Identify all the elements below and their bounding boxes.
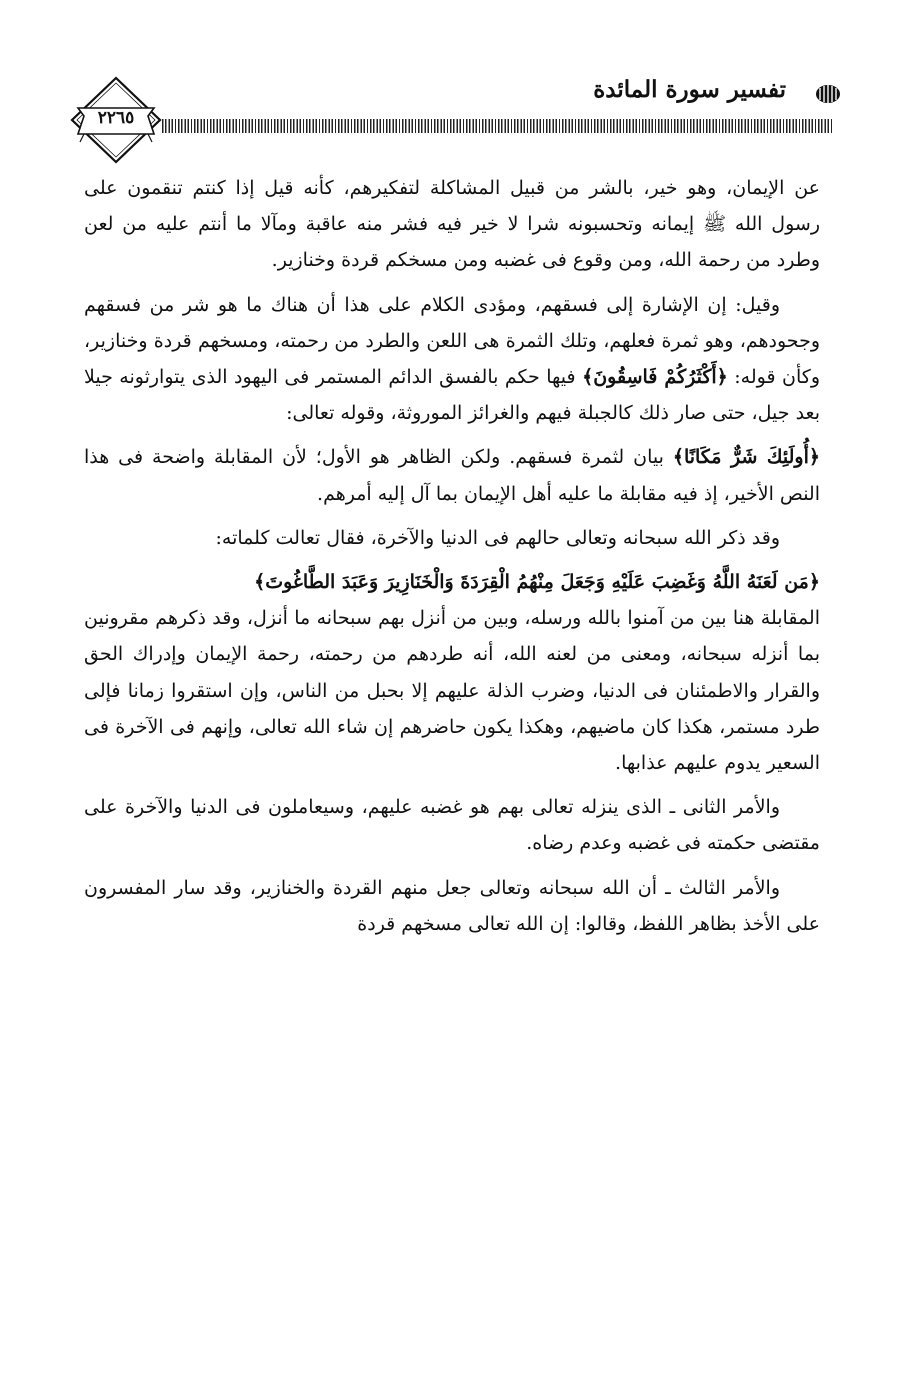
paragraph: وقد ذكر الله سبحانه وتعالى حالهم فى الدنيا والآخرة، فقال تعالت كلماته:: [215, 526, 780, 549]
flower-ornament-icon: [812, 80, 844, 106]
paragraph: عن الإيمان، وهو خير، بالشر من قبيل المشاكلة لتفكيرهم، كأنه قيل إذا كنتم تنقمون على رسول الله ﷺ إيمانه وتحسبونه شرا لا خير فيه فشر منه عاقبة ومآلا ما أنتم عليه من لعن وطرد من رحمة الله، ومن وقوع فى غضبه ومن مسخكم قردة وخنازير.: [84, 177, 820, 272]
paragraph-text: فيها حكم بالفسق الدائم المستمر فى اليهود الذى يتوارثونه جيلا بعد جيل، حتى صار ذلك كالجبلة فيهم والغرائز الموروثة، وقوله تعالى:: [84, 366, 820, 425]
quran-quote: ﴿أَكْثَرُكُمْ فَاسِقُونَ﴾: [582, 366, 728, 389]
page-number: ٢٢٦٥: [97, 108, 135, 128]
running-title: تفسير سورة المائدة: [593, 76, 786, 103]
header-rule: [162, 119, 832, 133]
quran-quote: ﴿أُولَئِكَ شَرٌّ مَكَانًا﴾: [672, 446, 820, 469]
page-header: [70, 72, 850, 167]
paragraph-text: بيان لثمرة فسقهم. ولكن الظاهر هو الأول؛ لأن المقابلة واضحة فى هذا النص الأخير، إذ فيه مقابلة ما عليه أهل الإيمان بما آل إليه أمرهم.: [84, 446, 820, 505]
commentary-text: [84, 170, 820, 950]
paragraph: [84, 287, 820, 432]
quran-verse: ﴿مَن لَعَنَهُ اللَّهُ وَغَضِبَ عَلَيْهِ وَجَعَلَ مِنْهُمُ الْقِرَدَةَ وَالْخَنَازِيرَ وَعَبَدَ الطَّاغُوتَ﴾: [254, 571, 820, 594]
paragraph: [84, 439, 820, 511]
paragraph: والأمر الثالث ـ أن الله سبحانه وتعالى جعل منهم القردة والخنازير، وقد سار المفسرون على الأخذ بظاهر اللفظ، وقالوا: إن الله تعالى مسخهم قردة: [84, 876, 820, 935]
page-number-badge: [70, 76, 162, 164]
paragraph-text: وقيل: إن الإشارة إلى فسقهم، ومؤدى الكلام على هذا أن هناك ما هو شر من فسقهم وجحودهم، وهو ثمرة فعلهم، وتلك الثمرة هى اللعن والطرد من رحمته، ومسخهم قردة وخنازير، وكأن قوله:: [84, 293, 820, 389]
paragraph: المقابلة هنا بين من آمنوا بالله ورسله، وبين من أنزل بهم سبحانه ما أنزل، وقد ذكرهم مقرونين بما أنزله سبحانه، ومعنى من لعنه الله، أنه طردهم من رحمته، رحمة الإيمان وإدراك الحق والقرار والاطمئنان فى الدنيا، وضرب الذلة عليهم إلا بحبل من الناس، وإن استقروا زمانا فإلى طرد مستمر، هكذا كان ماضيهم، وهكذا يكون حاضرهم إن شاء الله تعالى، وإنهم فى الآخرة فى السعير يدوم عليهم عذابها.: [84, 607, 820, 775]
paragraph: والأمر الثانى ـ الذى ينزله تعالى بهم هو غضبه عليهم، وسيعاملون فى الدنيا والآخرة على مقتضى حكمته فى غضبه وعدم رضاه.: [84, 796, 820, 855]
